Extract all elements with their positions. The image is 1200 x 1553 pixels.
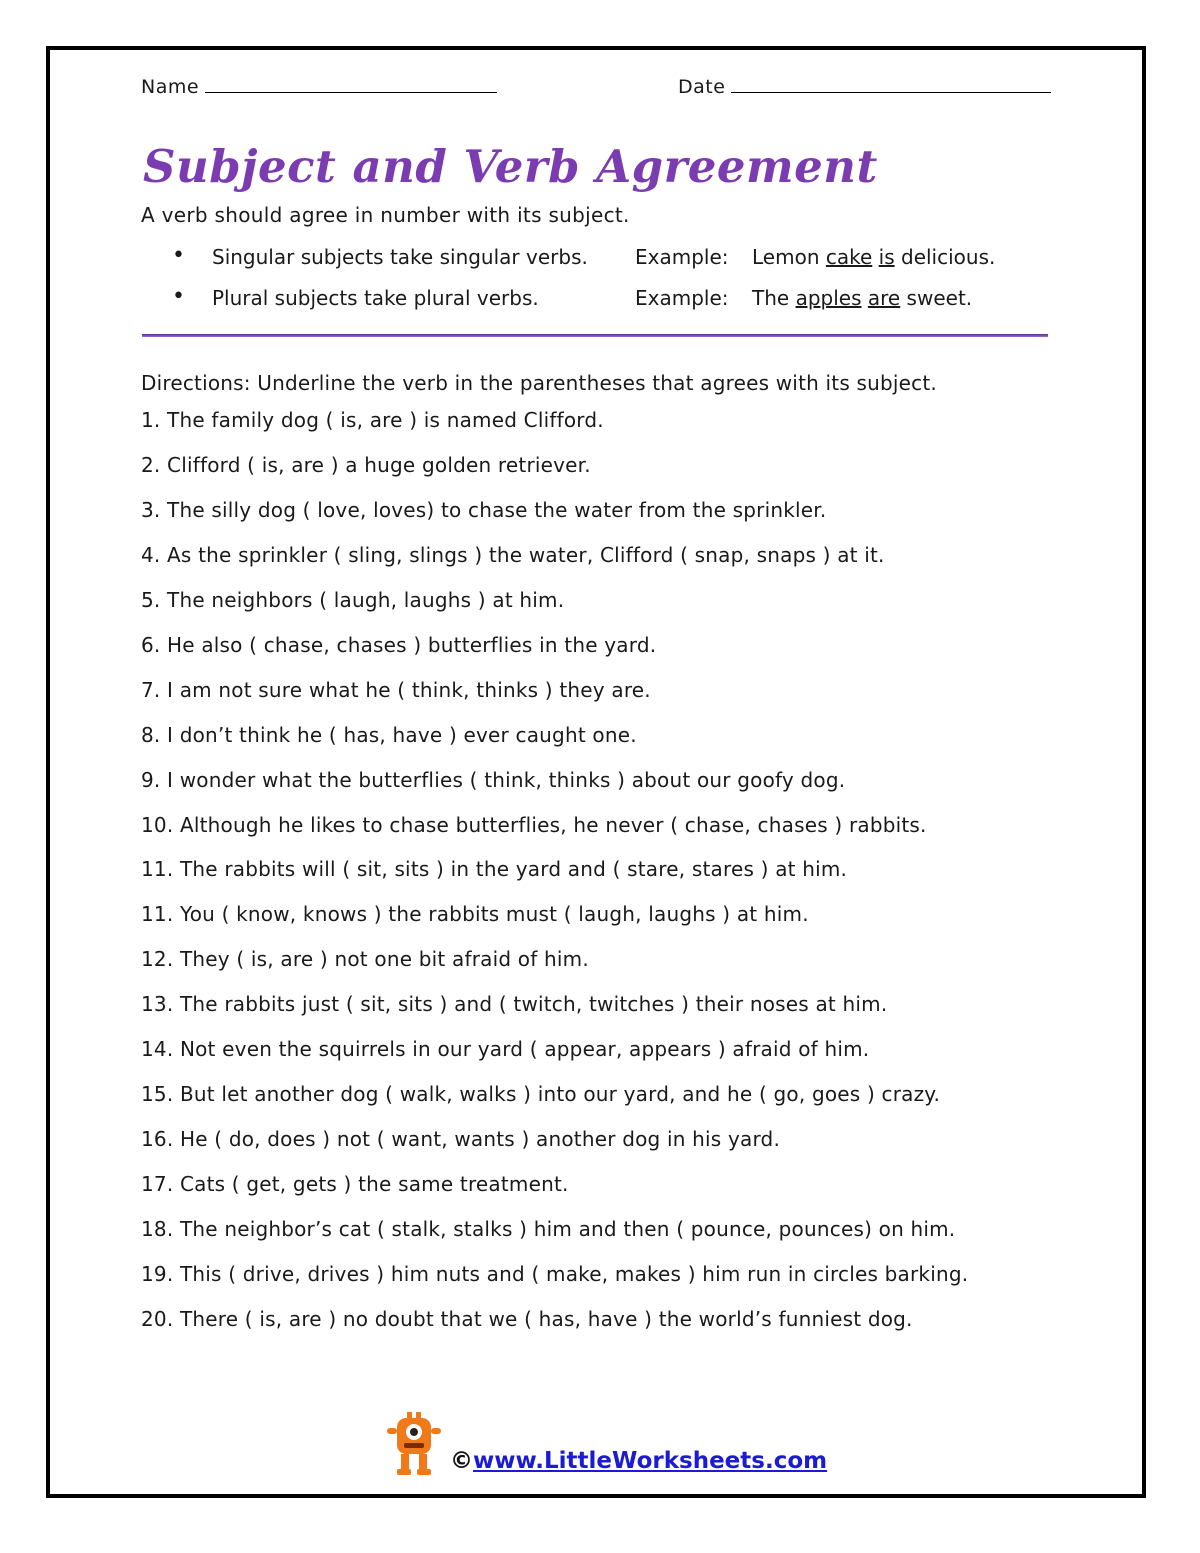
bullet-icon: • [172, 243, 185, 268]
example-post: delicious. [894, 245, 996, 269]
question-item[interactable]: 5. The neighbors ( laugh, laughs ) at him. [141, 588, 565, 612]
name-blank[interactable] [205, 78, 497, 93]
example-subject: cake [825, 245, 873, 269]
date-label: Date [678, 76, 726, 98]
rule-text: Plural subjects take plural verbs. [212, 286, 539, 310]
name-label: Name [141, 76, 200, 98]
question-item[interactable]: 20. There ( is, are ) no doubt that we ( has, have ) the world’s funniest dog. [141, 1307, 913, 1331]
question-item[interactable]: 16. He ( do, does ) not ( want, wants ) another dog in his yard. [141, 1127, 781, 1151]
question-item[interactable]: 3. The silly dog ( love, loves) to chase the water from the sprinkler. [141, 498, 827, 522]
intro-text: A verb should agree in number with its subject. [141, 203, 630, 227]
question-item[interactable]: 17. Cats ( get, gets ) the same treatment. [141, 1172, 569, 1196]
footer [385, 1412, 845, 1476]
example-pre: The [752, 286, 796, 310]
example-text [752, 286, 972, 310]
question-item[interactable]: 11. The rabbits will ( sit, sits ) in the yard and ( stare, stares ) at him. [141, 857, 848, 881]
example-verb: are [867, 286, 901, 310]
monster-mascot-icon [385, 1412, 443, 1476]
example-text [752, 245, 995, 269]
page-title: Subject and Verb Agreement [143, 140, 878, 193]
example-verb: is [878, 245, 895, 269]
name-field[interactable] [141, 76, 497, 98]
question-item[interactable]: 6. He also ( chase, chases ) butterflies in the yard. [141, 633, 657, 657]
question-item[interactable]: 10. Although he likes to chase butterflies, he never ( chase, chases ) rabbits. [141, 813, 927, 837]
question-item[interactable]: 9. I wonder what the butterflies ( think, thinks ) about our goofy dog. [141, 768, 846, 792]
question-item[interactable]: 14. Not even the squirrels in our yard ( appear, appears ) afraid of him. [141, 1037, 870, 1061]
question-item[interactable]: 2. Clifford ( is, are ) a huge golden retriever. [141, 453, 591, 477]
section-divider [142, 334, 1048, 337]
rule-singular [172, 245, 1052, 273]
question-item[interactable]: 18. The neighbor’s cat ( stalk, stalks ) him and then ( pounce, pounces) on him. [141, 1217, 956, 1241]
question-item[interactable]: 11. You ( know, knows ) the rabbits must ( laugh, laughs ) at him. [141, 902, 809, 926]
rule-plural [172, 286, 1052, 314]
question-item[interactable]: 19. This ( drive, drives ) him nuts and ( make, makes ) him run in circles barking. [141, 1262, 969, 1286]
website-link[interactable]: www.LittleWorksheets.com [473, 1448, 828, 1474]
question-item[interactable]: 4. As the sprinkler ( sling, slings ) the water, Clifford ( snap, snaps ) at it. [141, 543, 885, 567]
date-blank[interactable] [731, 78, 1051, 93]
example-post: sweet. [900, 286, 973, 310]
example-pre: Lemon [752, 245, 826, 269]
question-item[interactable]: 15. But let another dog ( walk, walks ) into our yard, and he ( go, goes ) crazy. [141, 1082, 941, 1106]
example-label: Example: [635, 245, 729, 269]
example-label: Example: [635, 286, 729, 310]
question-item[interactable]: 12. They ( is, are ) not one bit afraid of him. [141, 947, 589, 971]
rule-text: Singular subjects take singular verbs. [212, 245, 588, 269]
directions-text: Directions: Underline the verb in the parentheses that agrees with its subject. [141, 371, 937, 395]
question-item[interactable]: 8. I don’t think he ( has, have ) ever caught one. [141, 723, 637, 747]
date-field[interactable] [678, 76, 1051, 98]
bullet-icon: • [172, 284, 185, 309]
question-item[interactable]: 13. The rabbits just ( sit, sits ) and ( twitch, twitches ) their noses at him. [141, 992, 888, 1016]
question-item[interactable]: 7. I am not sure what he ( think, thinks ) they are. [141, 678, 651, 702]
example-subject: apples [795, 286, 862, 310]
footer-credit [450, 1448, 827, 1474]
copyright-symbol: © [450, 1448, 473, 1474]
question-item[interactable]: 1. The family dog ( is, are ) is named Clifford. [141, 408, 604, 432]
